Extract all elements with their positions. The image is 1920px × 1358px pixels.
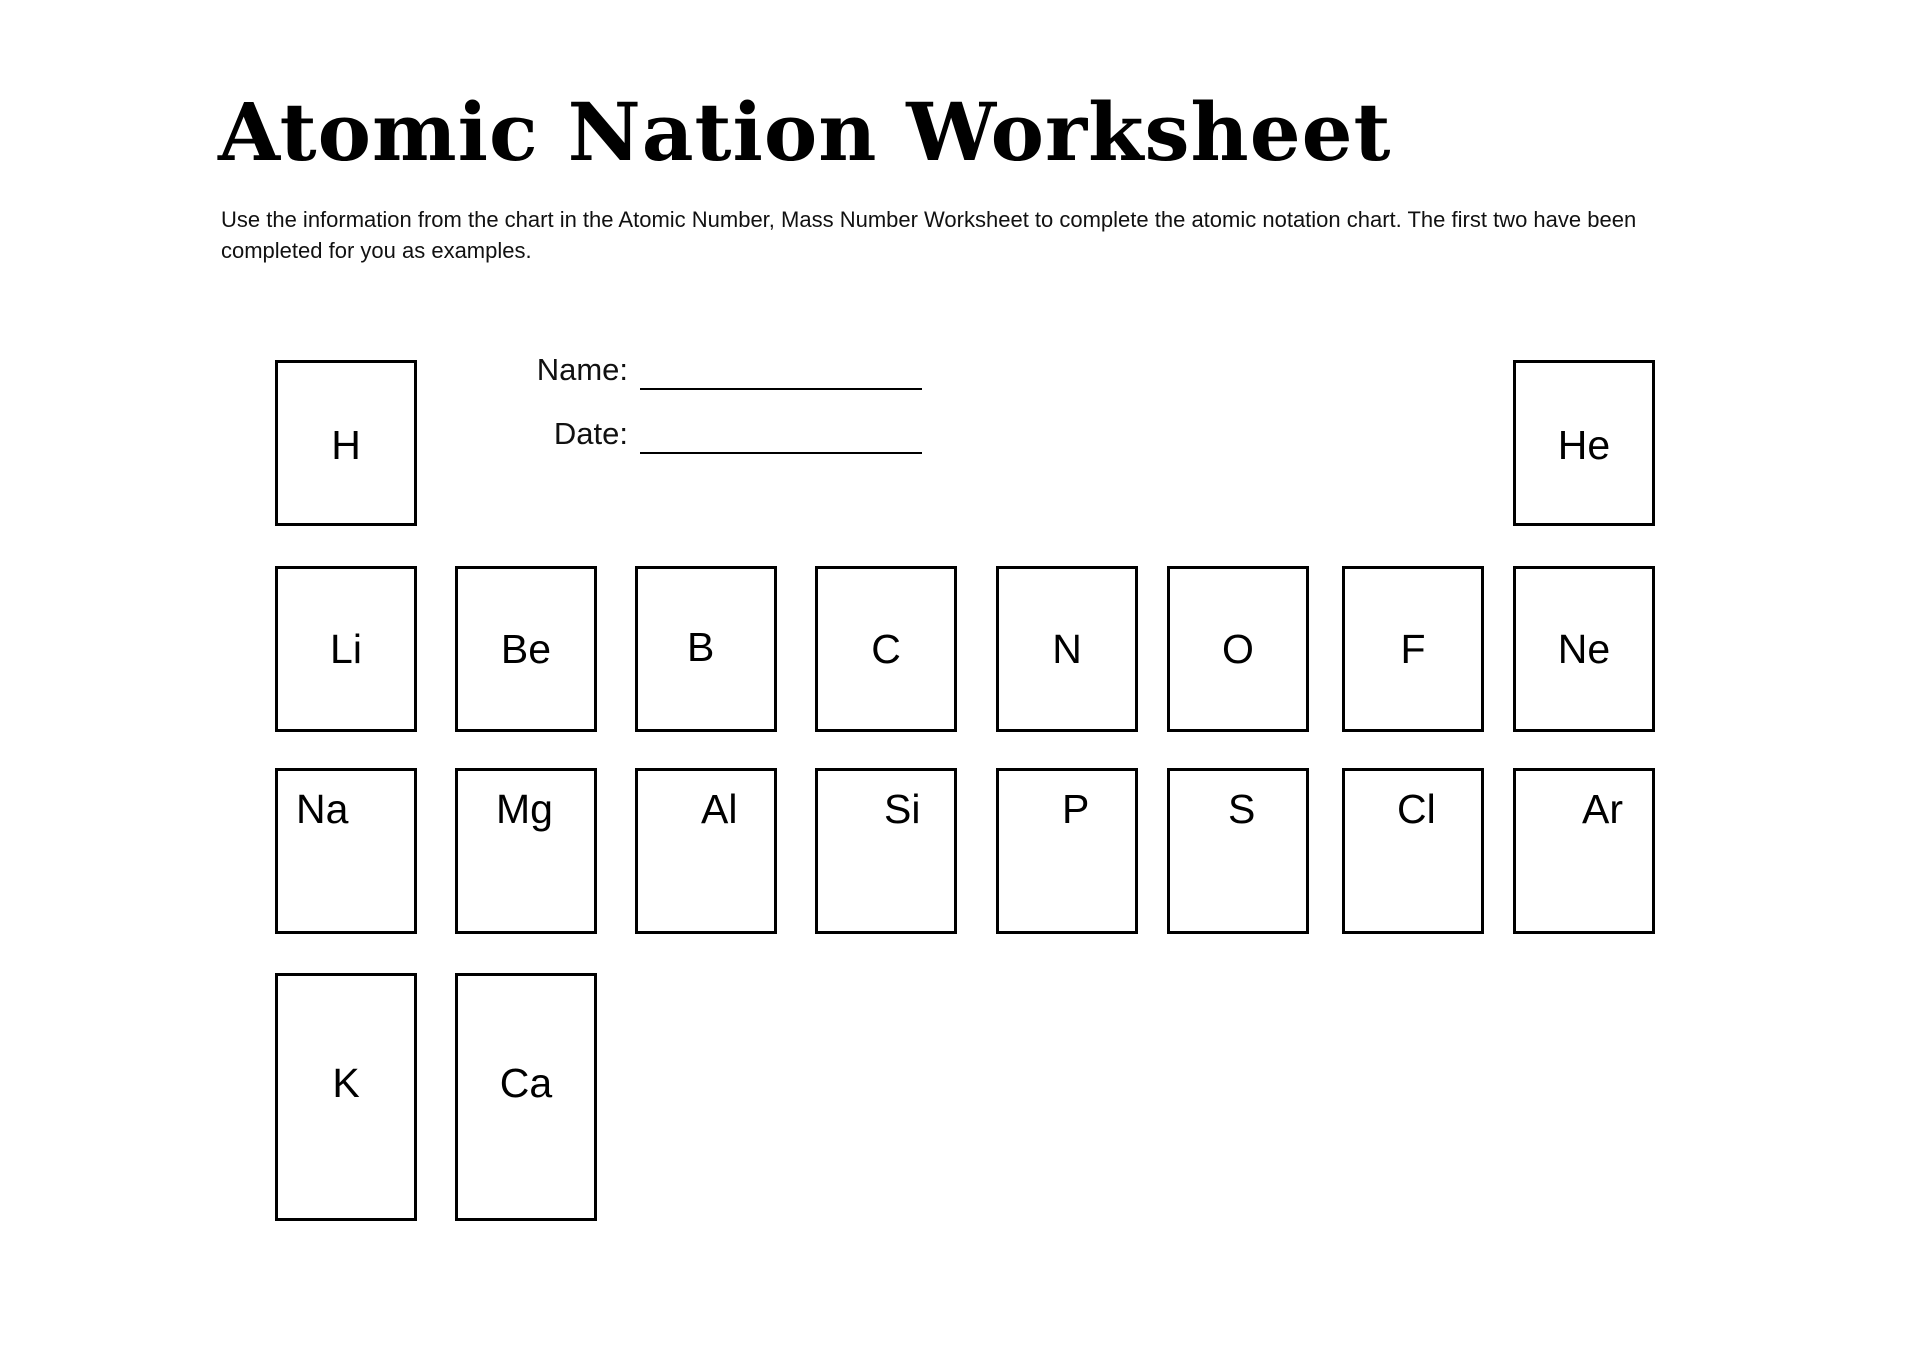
element-symbol: Cl (1397, 786, 1436, 832)
element-symbol: He (1557, 422, 1611, 468)
element-symbol: Ne (1557, 626, 1611, 672)
date-field[interactable] (640, 452, 922, 454)
element-symbol: Be (500, 626, 552, 672)
element-box-ar[interactable] (1513, 768, 1655, 934)
element-symbol: N (1052, 626, 1082, 672)
element-box-b[interactable] (635, 566, 777, 732)
element-box-ca[interactable] (455, 973, 597, 1221)
element-box-he[interactable] (1513, 360, 1655, 526)
element-box-si[interactable] (815, 768, 957, 934)
date-label: Date: (553, 416, 628, 451)
element-box-k[interactable] (275, 973, 417, 1221)
element-symbol: Na (296, 786, 349, 832)
element-symbol: K (332, 1060, 360, 1106)
element-box-na[interactable] (275, 768, 417, 934)
element-symbol: Al (701, 786, 738, 832)
element-symbol: C (871, 626, 901, 672)
element-box-f[interactable] (1342, 566, 1484, 732)
element-box-ne[interactable] (1513, 566, 1655, 732)
element-box-li[interactable] (275, 566, 417, 732)
element-symbol: Li (330, 626, 362, 672)
element-box-h[interactable] (275, 360, 417, 526)
element-box-c[interactable] (815, 566, 957, 732)
element-symbol: Si (884, 786, 921, 832)
element-symbol: B (687, 624, 715, 670)
element-symbol: Ar (1582, 786, 1623, 832)
element-box-p[interactable] (996, 768, 1138, 934)
worksheet-title: Atomic Nation Worksheet (218, 85, 1392, 179)
element-symbol: P (1062, 786, 1090, 832)
element-symbol: S (1228, 786, 1256, 832)
element-box-be[interactable] (455, 566, 597, 732)
element-symbol: F (1400, 626, 1426, 672)
name-label: Name: (536, 352, 628, 387)
worksheet-instructions: Use the information from the chart in the Atomic Number, Mass Number Worksheet to complete the atomic notation chart. The first two have been completed for you as examples. (221, 207, 1637, 263)
element-box-s[interactable] (1167, 768, 1309, 934)
name-field[interactable] (640, 388, 922, 390)
element-symbol: Mg (496, 786, 553, 832)
element-box-al[interactable] (635, 768, 777, 934)
element-symbol: Ca (499, 1060, 553, 1106)
element-box-mg[interactable] (455, 768, 597, 934)
element-symbol: H (331, 422, 361, 468)
element-box-n[interactable] (996, 566, 1138, 732)
element-box-cl[interactable] (1342, 768, 1484, 934)
element-symbol: O (1222, 626, 1254, 672)
element-box-o[interactable] (1167, 566, 1309, 732)
